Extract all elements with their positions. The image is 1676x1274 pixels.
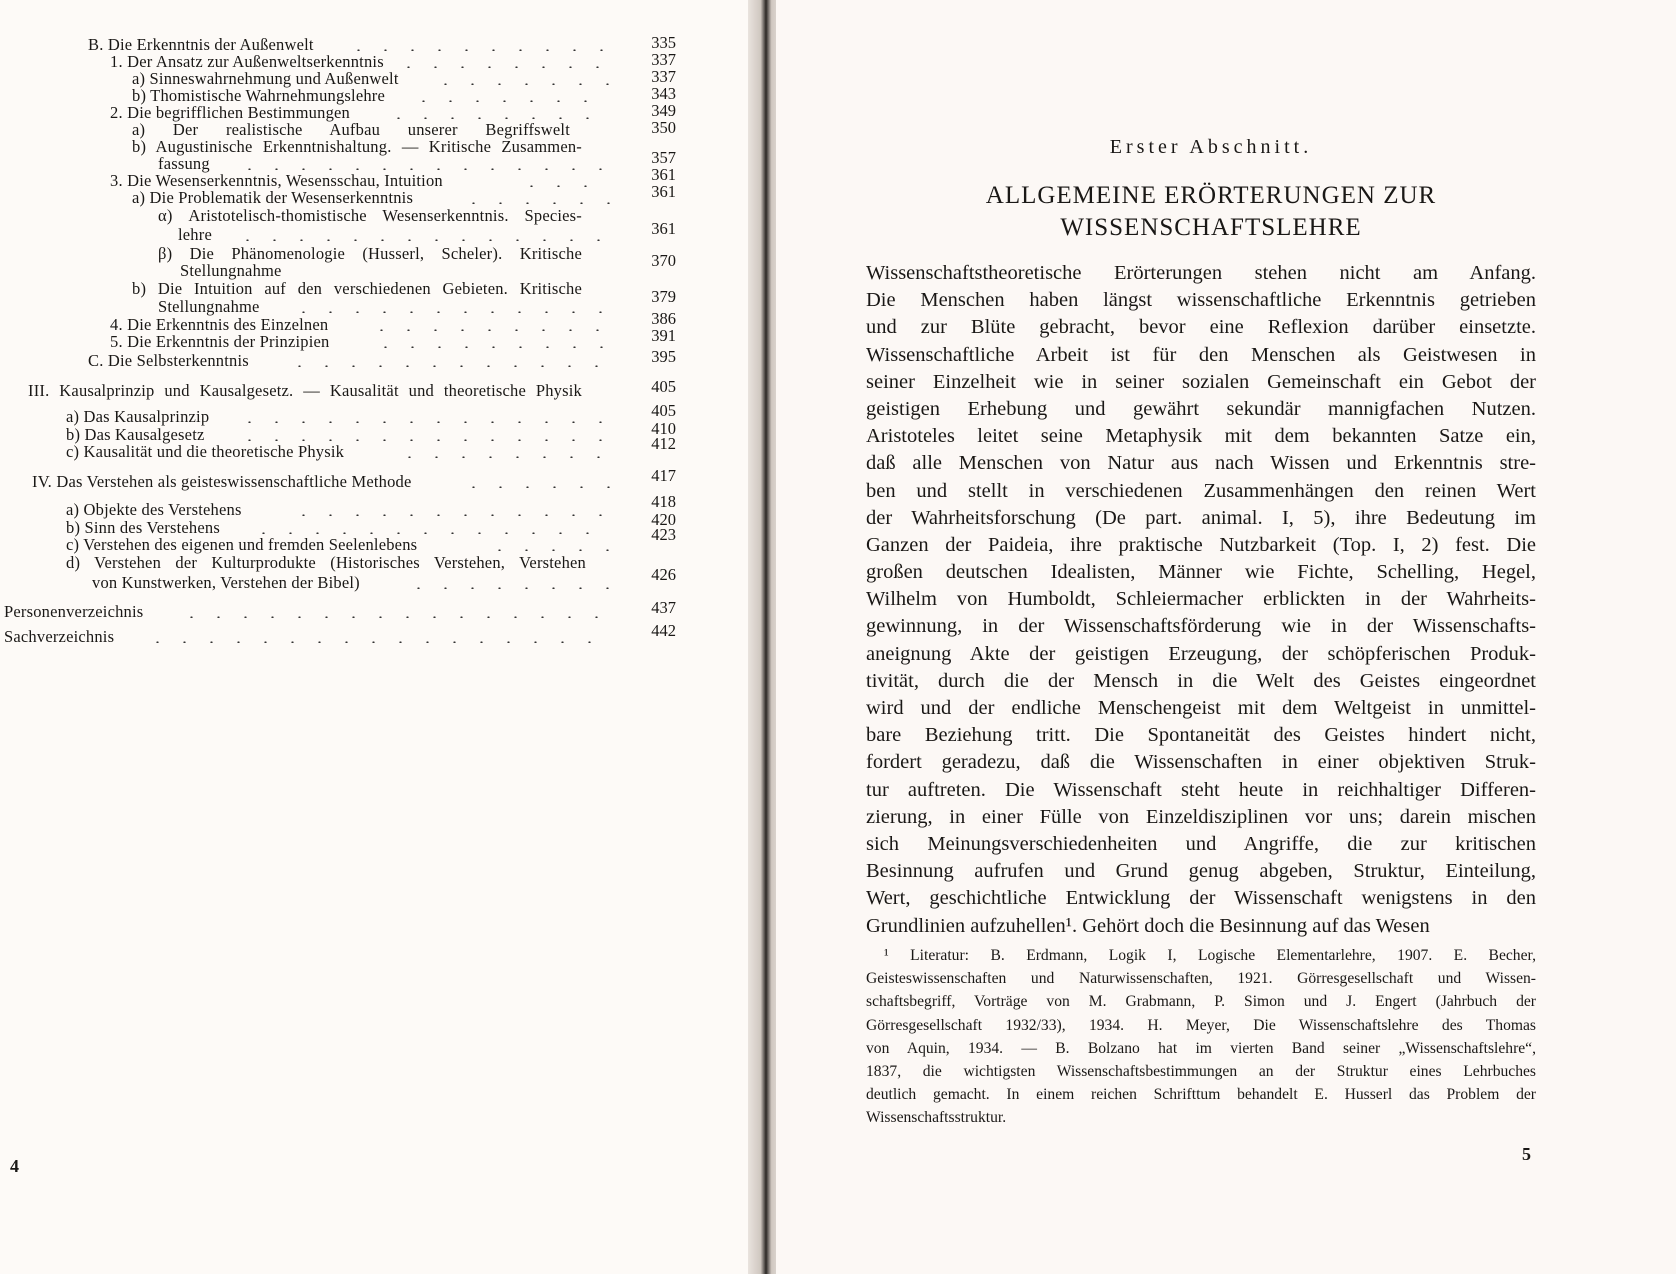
body-text-line: Wert, geschichtliche Entwicklung der Wissenschaft wenigstens in den xyxy=(866,887,1536,910)
toc-entry-title: Personenverzeichnis xyxy=(4,602,144,621)
body-text-line: daß alle Menschen von Natur aus nach Wissen und Erkenntnis stre- xyxy=(866,452,1536,475)
toc-page-number: 412 xyxy=(651,434,676,453)
body-text-line: Besinnung aufrufen und Grund genug abgeben, Struktur, Einteilung, xyxy=(866,860,1536,883)
toc-entry xyxy=(0,598,690,629)
toc-entry-title: 5. Die Erkenntnis der Prinzipien xyxy=(110,332,330,351)
body-text-line: Wissenschaftliche Arbeit ist für den Menschen als Geistwesen in xyxy=(866,343,1536,366)
toc-dot-leader xyxy=(236,168,610,170)
body-text-line: zierung, in einer Fülle von Einzeldisziplinen vor uns; darein mischen xyxy=(866,805,1536,828)
toc-page-number: 337 xyxy=(651,50,676,69)
toc-page-number: 335 xyxy=(651,33,676,52)
toc-entry-title: Stellungnahme xyxy=(158,297,260,316)
toc-entry-title: d) Verstehen der Kulturprodukte (Historisches Verstehen, Verstehen xyxy=(66,553,586,572)
toc-page-number: 343 xyxy=(651,84,676,103)
section-label: Erster Abschnitt. xyxy=(1109,136,1313,158)
footnote-line: ¹ Literatur: B. Erdmann, Logik I, Logische Elementarlehre, 1907. E. Becher, xyxy=(884,947,1536,964)
body-text-line: sich Meinungsverschiedenheiten und Angriffe, die zur kritischen xyxy=(866,832,1536,855)
toc-page-number: 405 xyxy=(651,401,676,420)
footnote-line: Wissenschaftsstruktur. xyxy=(866,1109,1007,1127)
toc-entry-title: b) Sinn des Verstehens xyxy=(66,518,220,537)
toc-entry-title: a) Sinneswahrnehmung und Außenwelt xyxy=(132,69,399,88)
footnote-line: Geisteswissenschaften und Naturwissenschaften, 1921. Görresgesellschaft und Wissen- xyxy=(866,970,1536,988)
body-text-line: und zur Blüte gebracht, bevor eine Reflexion darüber einsetzte. xyxy=(866,316,1536,339)
body-text-line: geistigen Erhebung und gewährt sekundär mannigfachen Nutzen. xyxy=(866,397,1536,420)
body-text-line: Wissenschaftstheoretische Erörterungen stehen nicht am Anfang. xyxy=(866,262,1536,284)
toc-dot-leader xyxy=(290,311,610,313)
toc-dot-leader xyxy=(234,239,610,241)
body-text-line: Ganzen der Paideia, ihre praktische Nutzbarkeit (Top. I, 2) fest. Die xyxy=(866,533,1536,556)
toc-entry-title: b) Die Intuition auf den verschiedenen Gebieten. Kritische xyxy=(132,279,582,298)
toc-entry xyxy=(0,347,690,378)
toc-dot-leader xyxy=(236,439,610,441)
toc-entry-title: IV. Das Verstehen als geisteswissenschaftliche Methode xyxy=(32,472,412,491)
toc-page-number: 395 xyxy=(651,347,676,366)
toc-page-number: 349 xyxy=(651,101,676,120)
toc-page-number: 426 xyxy=(651,565,676,584)
body-text-line: Die Menschen haben längst wissenschaftliche Erkenntnis getrieben xyxy=(866,289,1536,312)
toc-entry-title: 3. Die Wesenserkenntnis, Wesensschau, Intuition xyxy=(110,171,443,190)
toc-entry-title: c) Verstehen des eigenen und fremden Seelenlebens xyxy=(66,535,418,554)
left-page xyxy=(0,0,758,1274)
toc-entry-title: b) Augustinische Erkenntnishaltung. — Kritische Zusammen- xyxy=(132,137,582,156)
toc-dot-leader xyxy=(395,66,610,68)
toc-dot-leader xyxy=(460,202,610,204)
body-text-line: Aristoteles leitet seine Metaphysik mit dem bekannten Satze ein, xyxy=(866,425,1536,448)
toc-page-number: 350 xyxy=(651,118,676,137)
body-text xyxy=(866,260,1536,940)
toc-dot-leader xyxy=(405,587,610,589)
toc-page-number: 361 xyxy=(651,165,676,184)
toc-entry-title: a) Der realistische Aufbau unserer Begriffswelt xyxy=(132,120,570,139)
toc-page-number: 337 xyxy=(651,67,676,86)
body-text-line: gewinnung, in der Wissenschaftsförderung wie in der Wissenschafts- xyxy=(866,615,1536,638)
body-text-line: Wilhelm von Humboldt, Schleiermacher erblickten in der Wahrheits- xyxy=(866,588,1536,611)
body-text-line: großen deutschen Idealisten, Männer wie Fichte, Schelling, Hegel, xyxy=(866,561,1536,584)
toc-page-number: 386 xyxy=(651,309,676,328)
toc-dot-leader xyxy=(372,346,610,348)
toc-entry-title: 2. Die begrifflichen Bestimmungen xyxy=(110,103,350,122)
toc-dot-leader xyxy=(286,365,610,367)
toc-entry-title: fassung xyxy=(158,154,210,173)
toc-page-number: 379 xyxy=(651,287,676,306)
toc-page-number: 370 xyxy=(651,251,676,270)
toc-dot-leader xyxy=(432,83,610,85)
toc-entry-title: lehre xyxy=(178,225,212,244)
toc-dot-leader xyxy=(518,185,610,187)
footnotes xyxy=(866,944,1536,1130)
toc-dot-leader xyxy=(486,549,610,551)
body-text-line: aneignung Akte der geistigen Erzeugung, der schöpferischen Produk- xyxy=(866,642,1536,665)
toc-page-number: 418 xyxy=(651,492,676,511)
body-text-line: seiner Einzelheit wie in seiner sozialen Gemeinschaft ein Gebot der xyxy=(866,370,1536,393)
toc-entry xyxy=(0,565,690,600)
body-text-line: bare Beziehung tritt. Die Spontaneität des Geistes hindert nicht, xyxy=(866,724,1536,747)
toc-page-number: 437 xyxy=(651,598,676,617)
toc-entry-title: a) Objekte des Verstehens xyxy=(66,500,242,519)
body-text-line: Grundlinien aufzuhellen¹. Gehört doch die Besinnung auf das Wesen xyxy=(866,914,1430,937)
right-page xyxy=(776,0,1676,1274)
toc-page-number: 410 xyxy=(651,419,676,438)
toc-entry-title: β) Die Phänomenologie (Husserl, Scheler). Kritische xyxy=(158,244,582,263)
toc-page-number: 391 xyxy=(651,326,676,345)
toc-dot-leader xyxy=(385,117,610,119)
toc-entry-title: a) Die Problematik der Wesenserkenntnis xyxy=(132,188,414,207)
toc-page-number: 417 xyxy=(651,466,676,485)
toc-entry-title: a) Das Kausalprinzip xyxy=(66,407,210,426)
chapter-title xyxy=(866,180,1556,244)
body-text-line: fordert geradezu, daß die Wissenschaften in einer objektiven Struk- xyxy=(866,751,1536,774)
toc-entry-title: C. Die Selbsterkenntnis xyxy=(88,351,249,370)
body-text-line: ben und stellt in verschiedenen Zusammenhängen den reinen Wert xyxy=(866,479,1536,502)
toc-entry-title: b) Thomistische Wahrnehmungslehre xyxy=(132,86,386,105)
toc-page-number: 442 xyxy=(651,621,676,640)
right-page-number: 5 xyxy=(1522,1144,1531,1164)
toc-page-number: 420 xyxy=(651,510,676,529)
body-text-line: tur auftreten. Die Wissenschaft steht heute in reichhaltiger Differen- xyxy=(866,778,1536,801)
body-text-line: wird und der endliche Menschengeist mit dem Weltgeist in unmittel- xyxy=(866,697,1536,719)
toc-page-number: 361 xyxy=(651,182,676,201)
toc-dot-leader xyxy=(410,100,610,102)
toc-dot-leader xyxy=(396,456,610,458)
toc-entry-title: c) Kausalität und die theoretische Physik xyxy=(66,442,345,461)
body-text-line: tivität, durch die der Mensch in die Welt des Geistes eingeordnet xyxy=(866,669,1536,692)
toc-dot-leader xyxy=(345,49,610,51)
toc-dot-leader xyxy=(368,329,610,331)
toc-entry xyxy=(0,621,690,654)
toc-entry-title: α) Aristotelisch-thomistische Wesenserkenntnis. Species- xyxy=(158,206,582,225)
toc-entry-title: Sachverzeichnis xyxy=(4,627,115,646)
toc-entry-title: 1. Der Ansatz zur Außenweltserkenntnis xyxy=(110,52,384,71)
toc-dot-leader xyxy=(236,421,610,423)
toc-entry-title: 4. Die Erkenntnis des Einzelnen xyxy=(110,315,329,334)
toc-page-number: 405 xyxy=(651,377,676,396)
footnote-line: Görresgesellschaft 1932/33), 1934. H. Meyer, Die Wissenschaftslehre des Thomas xyxy=(866,1016,1536,1034)
toc-entry xyxy=(0,466,690,499)
toc-dot-leader xyxy=(460,486,610,488)
toc-entry-title: B. Die Erkenntnis der Außenwelt xyxy=(88,35,314,54)
body-text-line: der Wahrheitsforschung (De part. animal. I, 5), ihre Bedeutung im xyxy=(866,506,1536,529)
toc-entry-title: von Kunstwerken, Verstehen der Bibel) xyxy=(92,573,360,592)
footnote-line: schaftsbegriff, Vorträge von M. Grabmann, P. Simon und J. Engert (Jahrbuch der xyxy=(866,993,1536,1011)
toc-dot-leader xyxy=(250,532,610,534)
toc-dot-leader xyxy=(178,616,610,618)
toc-dot-leader xyxy=(144,641,610,643)
toc-entry-title: III. Kausalprinzip und Kausalgesetz. — Kausalität und theoretische Physik xyxy=(28,381,582,400)
footnote-line: von Aquin, 1934. — B. Bolzano hat im vierten Band seiner „Wissenschaftslehre“, xyxy=(866,1039,1536,1057)
toc-page-number: 423 xyxy=(651,525,676,544)
toc-page-number: 357 xyxy=(651,148,676,167)
footnote-line: 1837, die wichtigsten Wissenschaftsbestimmungen an der Struktur eines Lehrbuches xyxy=(866,1062,1536,1080)
toc-entry-title: Stellungnahme xyxy=(180,261,282,280)
footnote-line: deutlich gemacht. In einem reichen Schrifttum behandelt E. Husserl das Problem der xyxy=(866,1086,1536,1104)
left-page-number: 4 xyxy=(10,1156,19,1176)
chapter-title-line-1: ALLGEMEINE ERÖRTERUNGEN ZUR xyxy=(985,182,1437,209)
toc-dot-leader xyxy=(290,514,610,516)
chapter-title-line-2: WISSENSCHAFTSLEHRE xyxy=(1060,214,1362,241)
toc-page-number: 361 xyxy=(651,219,676,238)
toc-entry-title: b) Das Kausalgesetz xyxy=(66,425,205,444)
toc-entry xyxy=(0,377,690,408)
